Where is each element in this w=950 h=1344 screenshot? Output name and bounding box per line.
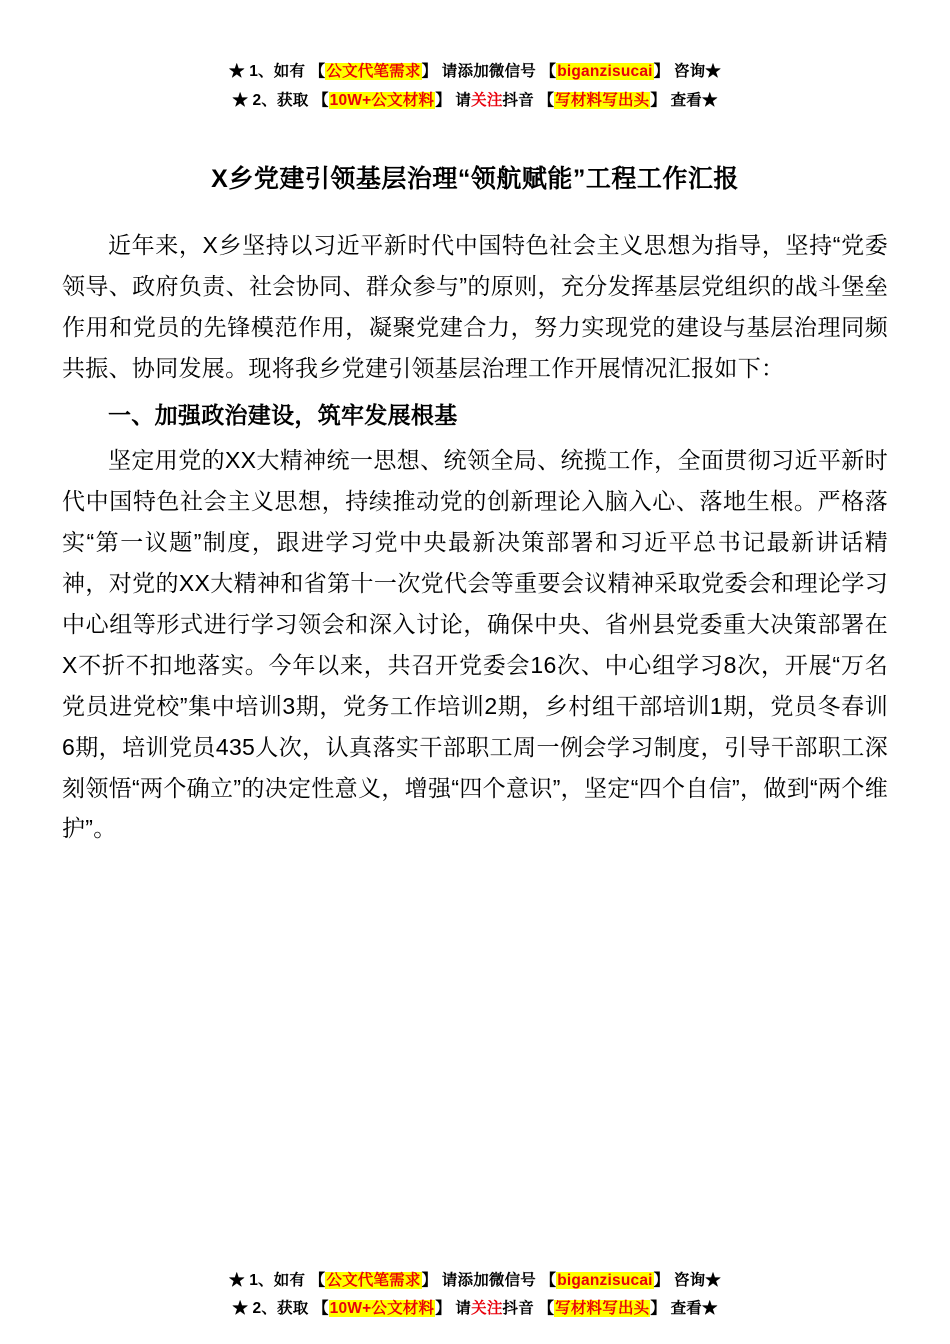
promo-text-1: 1、如有	[249, 1271, 306, 1289]
bracket-close-1: 】	[421, 1271, 438, 1289]
bracket-open-1: 【	[312, 1300, 329, 1318]
bracket-open-2: 【	[540, 63, 557, 80]
promo-text-douyin: 抖音	[502, 1300, 534, 1318]
promo-highlight-service: 公文代笔需求	[326, 63, 421, 80]
promo-highlight-materials: 10W+公文材料	[329, 1300, 435, 1318]
paragraph-section-1: 坚定用党的XX大精神统一思想、统领全局、统揽工作，全面贯彻习近平新时代中国特色社会主义思想，持续推动党的创新理论入脑入心、落地生根。严格落实“第一议题”制度，跟进学习党中央最新决策部署和习近平总书记最新讲话精神，对党的XX大精神和省第十一次党代会等重要会议精神采取党委会和理论学习中心组等形式进行学习领会和深入讨论，确保中央、省州县党委重大决策部署在X不折不扣地落实。今年以来，共召开党委会16次、中心组学习8次，开展“万名党员进党校”集中培训3期，党务工作培训2期，乡村组干部培训1期，党员冬春训6期，培训党员435人次，认真落实干部职工周一例会学习制度，引导干部职工深刻领悟“两个确立”的决定性意义，增强“四个意识”，坚定“四个自信”，做到“两个维护”。	[62, 447, 888, 842]
page-title: X乡党建引领基层治理“领航赋能”工程工作汇报	[211, 165, 739, 194]
promo-highlight-service: 公文代笔需求	[326, 1271, 421, 1289]
bracket-open-1: 【	[309, 63, 326, 80]
promo-text-2: 请添加微信号	[441, 63, 536, 80]
bracket-open-2: 【	[540, 1271, 557, 1289]
star-icon-left: ★	[232, 1300, 249, 1318]
promo-text-1: 2、获取	[252, 1300, 309, 1318]
promo-highlight-douyin-name: 写材料写出头	[555, 1300, 650, 1318]
bracket-close-2: 】	[650, 91, 667, 109]
promo-text-2: 请添加微信号	[441, 1271, 536, 1289]
promo-text-3: 查看	[670, 1300, 702, 1318]
promo-highlight-wechat: biganzisucai	[557, 63, 653, 80]
bracket-close-2: 】	[653, 1271, 670, 1289]
promo-text-2: 请	[455, 1300, 472, 1318]
promo-top-line-1	[62, 58, 888, 87]
promo-banner-top	[62, 58, 888, 115]
bracket-close-2: 】	[653, 63, 670, 80]
star-icon-left: ★	[229, 63, 245, 80]
promo-bottom-line-1	[62, 1267, 888, 1296]
document-body	[62, 141, 888, 853]
bracket-close-1: 】	[421, 63, 438, 80]
promo-highlight-materials: 10W+公文材料	[329, 91, 435, 109]
bracket-close-1: 】	[435, 91, 451, 109]
star-icon-right: ★	[705, 1271, 721, 1289]
section-heading-1: 一、加强政治建设，筑牢发展根基	[108, 402, 458, 429]
promo-highlight-douyin-name: 写材料写出头	[555, 91, 650, 109]
promo-text-douyin: 抖音	[502, 91, 534, 109]
promo-text-3: 咨询	[673, 63, 706, 80]
bracket-open-2: 【	[538, 1300, 555, 1318]
paragraph-intro: 近年来，X乡坚持以习近平新时代中国特色社会主义思想为指导，坚持“党委领导、政府负责、社会协同、群众参与”的原则，充分发挥基层党组织的战斗堡垒作用和党员的先锋模范作用，凝聚党建合力，努力实现党的建设与基层治理同频共振、协同发展。现将我乡党建引领基层治理工作开展情况汇报如下：	[62, 232, 888, 382]
star-icon-left: ★	[229, 1271, 245, 1289]
promo-text-1: 1、如有	[249, 63, 306, 80]
star-icon-right: ★	[701, 91, 718, 109]
bracket-open-1: 【	[309, 1271, 326, 1289]
promo-text-3: 咨询	[673, 1271, 706, 1289]
star-icon-right: ★	[701, 1300, 718, 1318]
promo-text-1: 2、获取	[252, 91, 309, 109]
bracket-open-1: 【	[312, 91, 329, 109]
promo-top-line-2	[62, 87, 888, 116]
promo-text-follow: 关注	[471, 91, 503, 109]
promo-text-3: 查看	[670, 91, 702, 109]
bracket-open-2: 【	[538, 91, 555, 109]
promo-text-follow: 关注	[471, 1300, 503, 1318]
bracket-close-1: 】	[435, 1300, 451, 1318]
promo-text-2: 请	[455, 91, 472, 109]
star-icon-right: ★	[705, 63, 721, 80]
promo-highlight-wechat: biganzisucai	[557, 1271, 653, 1289]
star-icon-left: ★	[232, 91, 249, 109]
promo-banner-bottom	[62, 1267, 888, 1324]
promo-bottom-line-2	[62, 1295, 888, 1324]
bracket-close-2: 】	[650, 1300, 667, 1318]
